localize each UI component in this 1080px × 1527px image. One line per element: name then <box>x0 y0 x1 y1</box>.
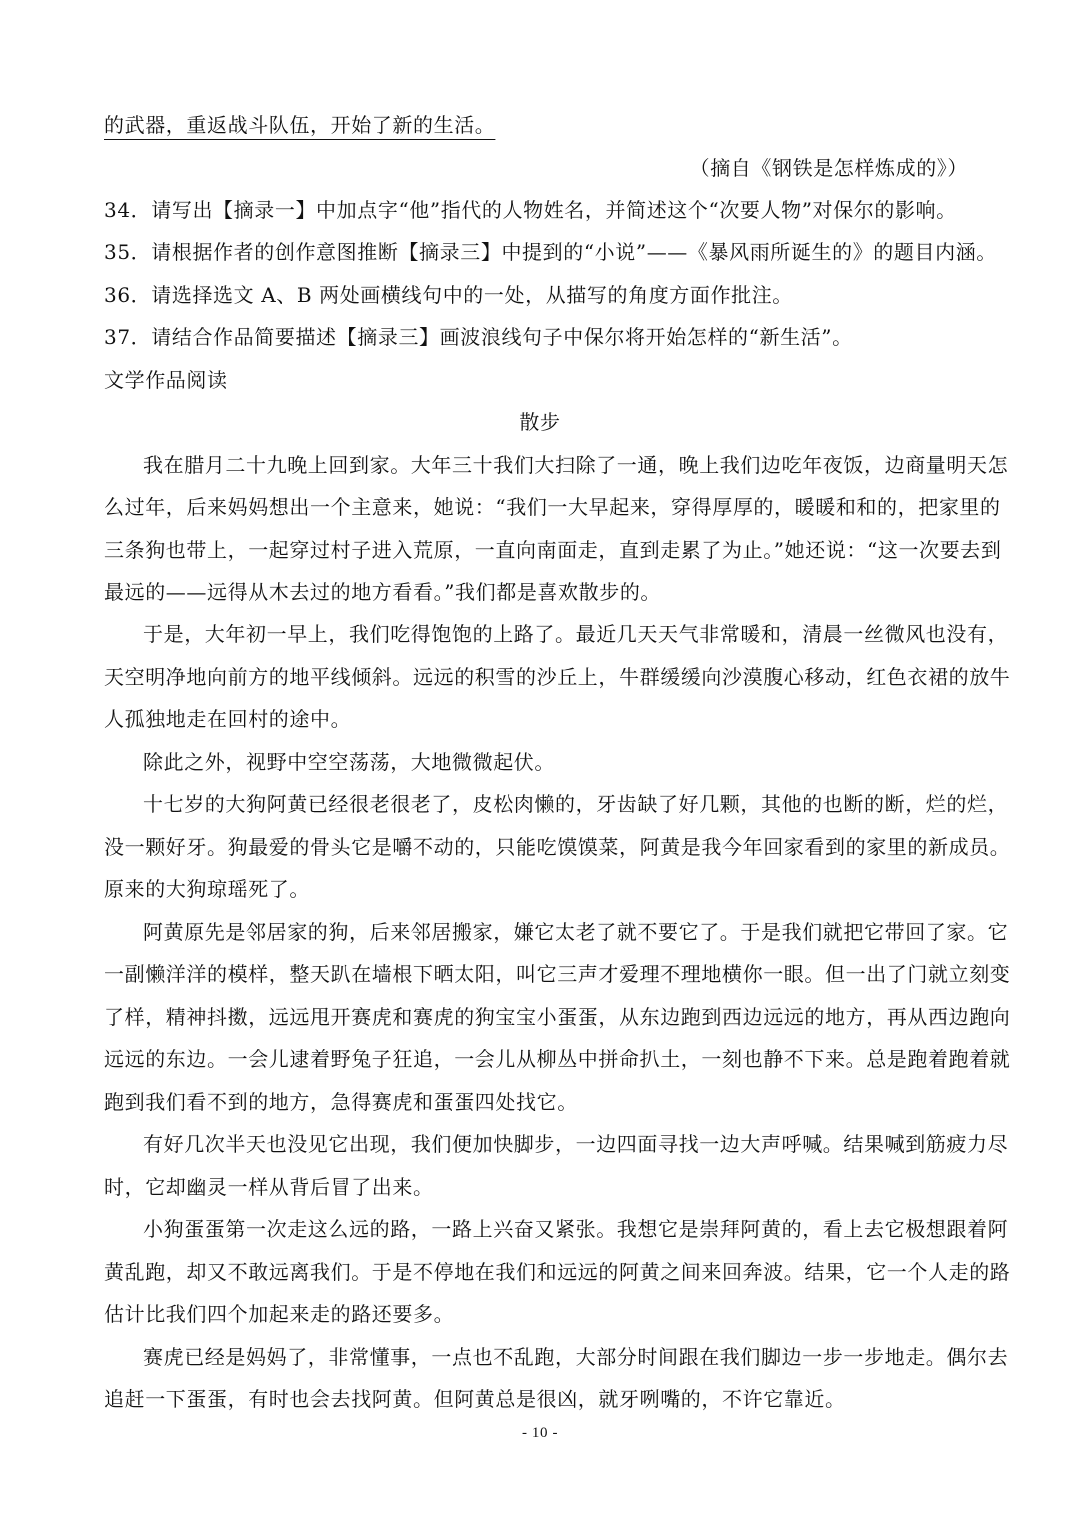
paragraph-line: 小狗蛋蛋第一次走这么远的路，一路上兴奋又紧张。我想它是崇拜阿黄的，看上去它极想跟着阿 <box>143 1217 1009 1241</box>
paragraph-line: 除此之外，视野中空空荡荡，大地微微起伏。 <box>143 750 555 774</box>
paragraph-line: 有好几次半天也没见它出现，我们便加快脚步，一边四面寻找一边大声呼喊。结果喊到筋疲力尽 <box>143 1132 1009 1156</box>
page-number: - 10 - <box>521 1425 559 1441</box>
paragraph-line: 黄乱跑，却又不敢远离我们。于是不停地在我们和远远的阿黄之间来回奔波。结果，它一个人走的路 <box>104 1260 1011 1284</box>
paragraph-line: 了样，精神抖擞，远远甩开赛虎和赛虎的狗宝宝小蛋蛋，从东边跑到西边远远的地方，再从西边跑向 <box>104 1005 1011 1029</box>
paragraph-line: 原来的大狗琼瑶死了。 <box>104 877 310 901</box>
paragraph-line: 人孤独地走在回村的途中。 <box>104 707 352 731</box>
question-34: 34．请写出【摘录一】中加点字“他”指代的人物姓名，并简述这个“次要人物”对保尔的影响。 <box>104 198 957 222</box>
paragraph-line: 么过年，后来妈妈想出一个主意来，她说：“我们一大早起来，穿得厚厚的，暖暖和和的，把家里的 <box>104 495 1001 519</box>
paragraph-line: 一副懒洋洋的模样，整天趴在墙根下晒太阳，叫它三声才爱理不理地横你一眼。但一出了门就立刻变 <box>104 962 1011 986</box>
paragraph-line: 跑到我们看不到的地方，急得赛虎和蛋蛋四处找它。 <box>104 1090 578 1114</box>
paragraph-line: 三条狗也带上，一起穿过村子进入荒原，一直向南面走，直到走累了为止。”她还说：“这一次要去到 <box>104 538 1002 562</box>
paragraph-line: 十七岁的大狗阿黄已经很老很老了，皮松肉懒的，牙齿缺了好几颗，其他的也断的断，烂的烂， <box>143 792 1009 816</box>
paragraph-line: 时，它却幽灵一样从背后冒了出来。 <box>104 1175 434 1199</box>
paragraph-line: 没一颗好牙。狗最爱的骨头它是嚼不动的，只能吃馍馍菜，阿黄是我今年回家看到的家里的新成员。 <box>104 835 1011 859</box>
paragraph-line: 估计比我们四个加起来走的路还要多。 <box>104 1302 455 1326</box>
paragraph-line: 于是，大年初一早上，我们吃得饱饱的上路了。最近几天天气非常暖和，清晨一丝微风也没有， <box>143 622 1009 646</box>
paragraph-line: 我在腊月二十九晚上回到家。大年三十我们大扫除了一通，晚上我们边吃年夜饭，边商量明天怎 <box>143 453 1009 477</box>
paragraph-line: 远远的东边。一会儿逮着野兔子狂追，一会儿从柳丛中拼命扒土，一刻也静不下来。总是跑着跑着就 <box>104 1047 1011 1071</box>
question-37: 37．请结合作品简要描述【摘录三】画波浪线句子中保尔将开始怎样的“新生活”。 <box>104 325 853 349</box>
underlined-excerpt-line: 的武器，重返战斗队伍，开始了新的生活。 <box>104 113 496 137</box>
paragraph-line: 追赶一下蛋蛋，有时也会去找阿黄。但阿黄总是很凶，就牙咧嘴的，不许它靠近。 <box>104 1387 846 1411</box>
paragraph-line: 天空明净地向前方的地平线倾斜。远远的积雪的沙丘上，牛群缓缓向沙漠腹心移动，红色衣裙的放牛 <box>104 665 1011 689</box>
section-heading: 文学作品阅读 <box>104 368 228 392</box>
paragraph-line: 阿黄原先是邻居家的狗，后来邻居搬家，嫌它太老了就不要它了。于是我们就把它带回了家。它 <box>143 920 1009 944</box>
paragraph-line: 最远的——远得从木去过的地方看看。”我们都是喜欢散步的。 <box>104 580 662 604</box>
paragraph-line: 赛虎已经是妈妈了，非常懂事，一点也不乱跑，大部分时间跟在我们脚边一步一步地走。偶尔去 <box>143 1345 1009 1369</box>
article-title: 散步 <box>519 410 561 434</box>
source-note: （摘自《钢铁是怎样炼成的》） <box>689 156 968 180</box>
question-35: 35．请根据作者的创作意图推断【摘录三】中提到的“小说”——《暴风雨所诞生的》的题目内涵。 <box>104 240 997 264</box>
question-36: 36．请选择选文 A、B 两处画横线句中的一处，从描写的角度方面作批注。 <box>104 283 793 307</box>
